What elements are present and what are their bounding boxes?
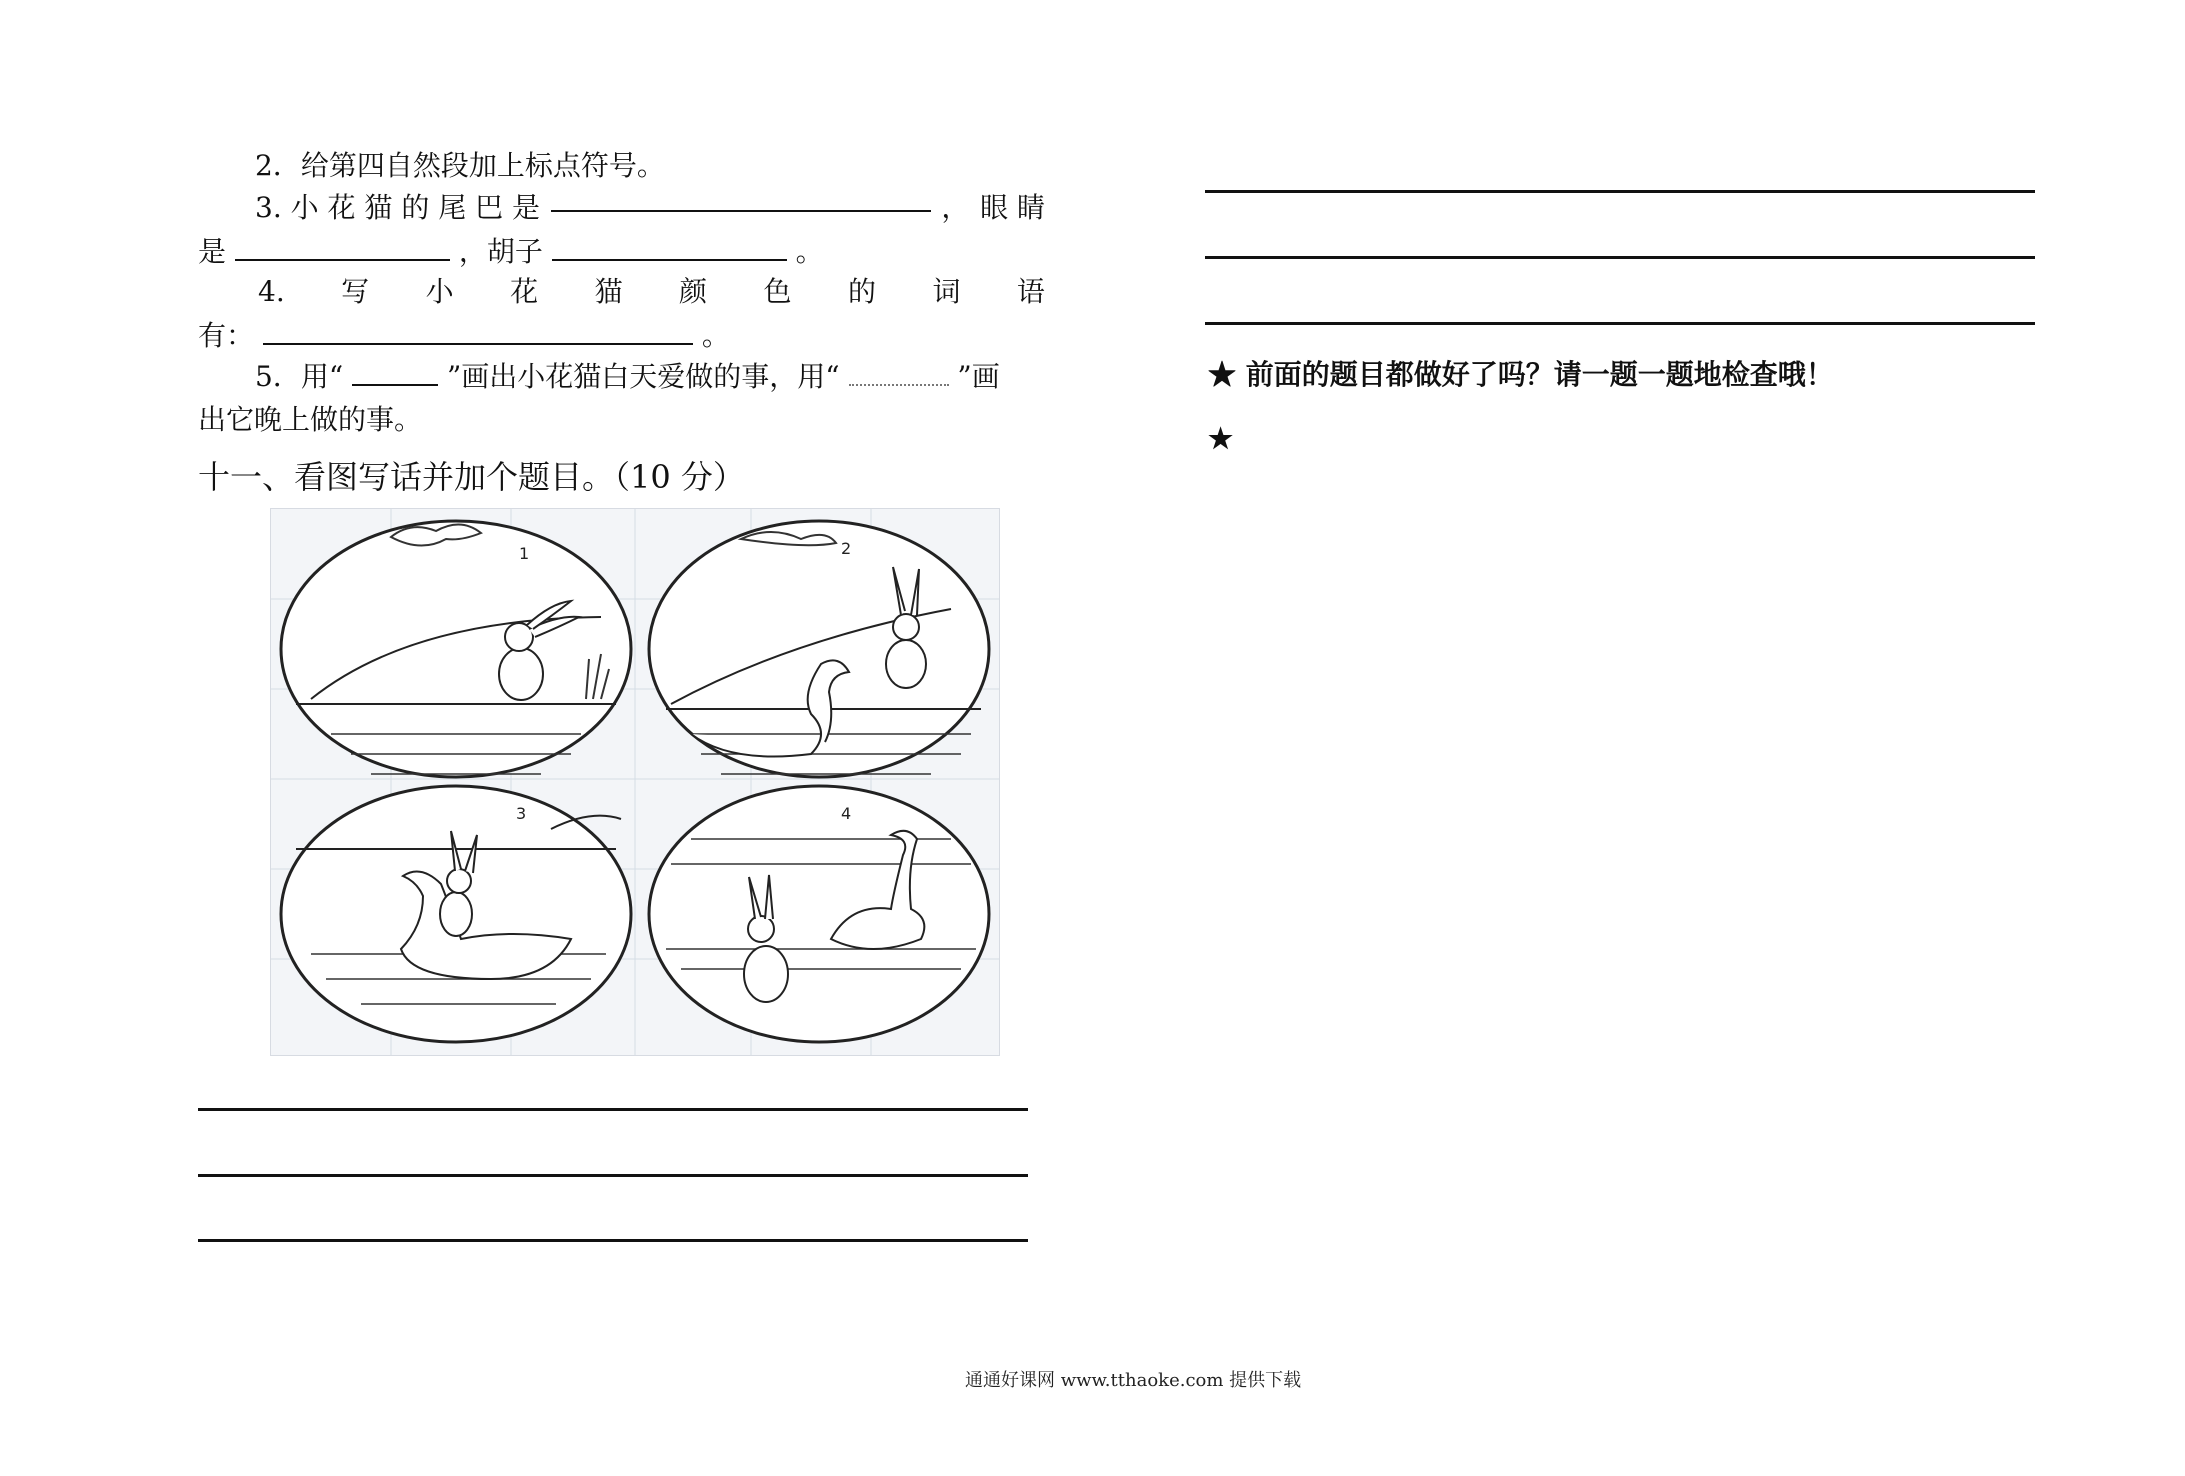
panel-3 — [281, 786, 631, 1042]
footer-source: 通通好课网 www.tthaoke.com 提供下载 — [965, 1370, 1302, 1391]
writing-line[interactable] — [198, 1108, 1028, 1111]
question-2: 2．给第四自然段加上标点符号。 — [255, 149, 665, 182]
writing-line[interactable] — [198, 1174, 1028, 1177]
panel-4-number: 4 — [841, 804, 852, 823]
writing-line[interactable] — [1205, 256, 2035, 259]
q5-wavy-line-sample — [849, 362, 949, 386]
section-11-heading: 十一、看图写话并加个题目。（10 分） — [198, 458, 745, 496]
q3-eyes-blank[interactable] — [235, 237, 450, 261]
panel-2-number: 2 — [841, 539, 852, 558]
writing-line[interactable] — [1205, 190, 2035, 193]
story-picture — [270, 508, 1000, 1056]
q4-words-blank[interactable] — [263, 321, 693, 345]
writing-line[interactable] — [198, 1239, 1028, 1242]
q3-tail-blank[interactable] — [551, 188, 931, 212]
question-4-line-2: 有： 。 — [198, 319, 730, 352]
panel-1-number: 1 — [519, 544, 530, 563]
question-4-line-1: 4. 写 小 花 猫 颜 色 的 词 语 — [258, 275, 1045, 308]
panel-4 — [649, 786, 989, 1042]
q3-prefix: 3. 小 花 猫 的 尾 巴 是 — [255, 191, 541, 224]
question-3-line-1: 3. 小 花 猫 的 尾 巴 是 ， 眼 睛 — [255, 188, 1045, 228]
q5-straight-line-sample — [352, 362, 438, 386]
question-5-line-2: 出它晚上做的事。 — [198, 403, 423, 436]
question-3-line-2: 是 ，胡子 。 — [198, 235, 824, 268]
panel-1 — [281, 521, 631, 777]
q3-whiskers-blank[interactable] — [552, 237, 787, 261]
panel-3-number: 3 — [516, 804, 527, 823]
star-icon: ★ — [1208, 422, 1234, 455]
writing-line[interactable] — [1205, 322, 2035, 325]
question-5-line-1: 5．用“ ”画出小花猫白天爱做的事，用“ ”画 — [255, 360, 1000, 393]
panel-2 — [649, 521, 989, 777]
reminder-text: ★ 前面的题目都做好了吗？请一题一题地检查哦！ — [1208, 358, 1834, 391]
story-picture-svg — [271, 509, 999, 1055]
